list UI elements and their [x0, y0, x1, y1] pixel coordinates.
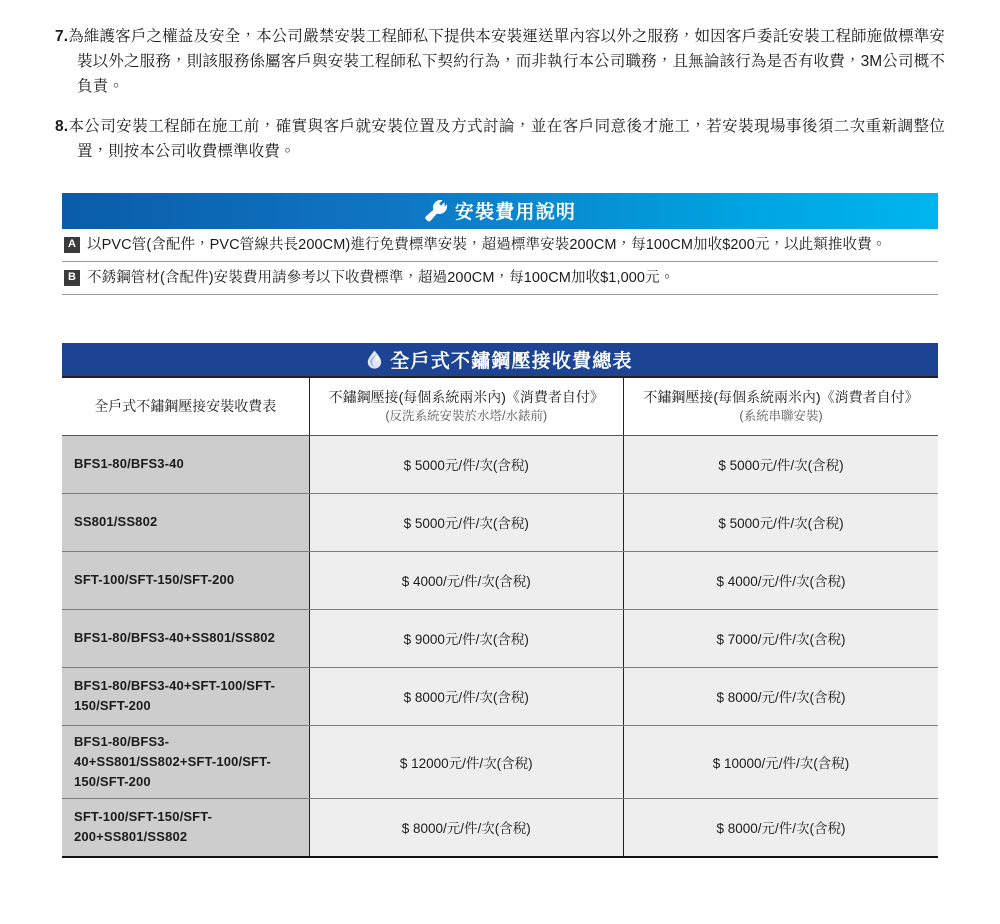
cell-model: BFS1-80/BFS3-40+SFT-100/SFT-150/SFT-200	[62, 667, 309, 725]
price-value: $ 4000/元/件/次(含稅)	[716, 574, 846, 590]
price-value: $ 5000元/件/次(含稅)	[718, 516, 844, 532]
price-value: $ 8000/元/件/次(含稅)	[716, 821, 846, 837]
cell-price-backwash	[309, 435, 623, 493]
table-row	[62, 667, 938, 725]
column-header-series	[624, 377, 939, 435]
cell-price-series	[624, 493, 939, 551]
note-text-b: 不銹鋼管材(含配件)安裝費用請參考以下收費標準，超過200CM，每100CM加收$1,000元。	[87, 269, 675, 286]
cell-model: BFS1-80/BFS3-40	[62, 435, 309, 493]
price-value: $ 10000/元/件/次(含稅)	[712, 755, 850, 771]
cell-price-backwash	[309, 799, 623, 857]
column-header-backwash-main: 不鏽鋼壓接(每個系統兩米內)《消費者自付》	[328, 388, 604, 405]
price-value: $ 5000元/件/次(含稅)	[403, 458, 529, 474]
cell-price-backwash	[309, 551, 623, 609]
column-header-model	[62, 377, 309, 435]
column-header-model-label: 全戶式不鏽鋼壓接安裝收費表	[94, 398, 277, 415]
cell-model: SFT-100/SFT-150/SFT-200+SS801/SS802	[62, 799, 309, 857]
table-row	[62, 609, 938, 667]
price-value: $ 8000元/件/次(含稅)	[403, 690, 529, 706]
price-value: $ 9000元/件/次(含稅)	[403, 632, 529, 648]
cell-price-backwash	[309, 609, 623, 667]
price-table-body	[62, 435, 938, 856]
cell-price-backwash	[309, 493, 623, 551]
column-header-backwash	[309, 377, 623, 435]
price-table-head	[62, 377, 938, 435]
badge-b: B	[64, 270, 80, 286]
price-table-section	[62, 343, 938, 857]
table-row	[62, 493, 938, 551]
price-table-title: 全戶式不鏽鋼壓接收費總表	[390, 351, 633, 373]
price-value: $ 5000元/件/次(含稅)	[403, 516, 529, 532]
cell-model: BFS1-80/BFS3-40+SS801/SS802	[62, 609, 309, 667]
cell-model: BFS1-80/BFS3-40+SS801/SS802+SFT-100/SFT-150/SFT-200	[62, 725, 309, 798]
cell-price-backwash	[309, 667, 623, 725]
column-header-series-main: 不鏽鋼壓接(每個系統兩米內)《消費者自付》	[643, 388, 919, 405]
notes-bottom-divider	[62, 294, 938, 295]
term-number: 7.	[55, 27, 69, 45]
installation-fee-banner	[62, 193, 938, 229]
term-item	[55, 114, 945, 164]
price-value: $ 12000元/件/次(含稅)	[399, 755, 533, 771]
installation-fee-section	[62, 193, 938, 296]
term-text: 為維護客戶之權益及安全，本公司嚴禁安裝工程師私下提供本安裝運送單內容以外之服務，如因客戶委託安裝工程師施做標準安裝以外之服務，則該服務係屬客戶與安裝工程師私下契約行為，而非執行本公司職務，且無論該行為是否有收費，3M公司概不負責。	[68, 27, 945, 95]
price-value: $ 5000元/件/次(含稅)	[718, 458, 844, 474]
price-table	[62, 376, 938, 857]
cell-price-series	[624, 551, 939, 609]
cell-price-series	[624, 609, 939, 667]
table-row	[62, 435, 938, 493]
price-table-title-bar	[62, 343, 938, 376]
water-drop-icon	[367, 350, 382, 369]
note-text-a: 以PVC管(含配件，PVC管線共長200CM)進行免費標準安裝，超過標準安裝200CM，每100CM加收$200元，以此類推收費。	[87, 236, 887, 253]
price-value: $ 8000/元/件/次(含稅)	[401, 821, 531, 837]
column-header-series-sub: (系統串聯安裝)	[739, 408, 823, 423]
badge-a: A	[64, 237, 80, 253]
price-value: $ 4000/元/件/次(含稅)	[401, 574, 531, 590]
note-row-b	[62, 261, 938, 294]
note-row-a	[62, 229, 938, 261]
table-row	[62, 725, 938, 798]
column-header-backwash-sub: (反洗系統安裝於水塔/水錶前)	[385, 408, 548, 423]
installation-fee-title: 安裝費用說明	[454, 202, 577, 224]
cell-price-backwash	[309, 725, 623, 798]
cell-price-series	[624, 725, 939, 798]
cell-model: SS801/SS802	[62, 493, 309, 551]
term-text: 本公司安裝工程師在施工前，確實與客戶就安裝位置及方式討論，並在客戶同意後才施工，若安裝現場事後須二次重新調整位置，則按本公司收費標準收費。	[68, 118, 945, 161]
wrench-icon	[424, 200, 448, 222]
price-value: $ 8000/元/件/次(含稅)	[716, 690, 846, 706]
cell-price-series	[624, 667, 939, 725]
term-item	[55, 24, 945, 99]
cell-model: SFT-100/SFT-150/SFT-200	[62, 551, 309, 609]
term-number: 8.	[55, 118, 69, 136]
table-row	[62, 551, 938, 609]
cell-price-series	[624, 799, 939, 857]
table-row	[62, 799, 938, 857]
terms-section	[0, 0, 1000, 165]
price-value: $ 7000/元/件/次(含稅)	[716, 632, 846, 648]
cell-price-series	[624, 435, 939, 493]
table-header-row	[62, 377, 938, 435]
